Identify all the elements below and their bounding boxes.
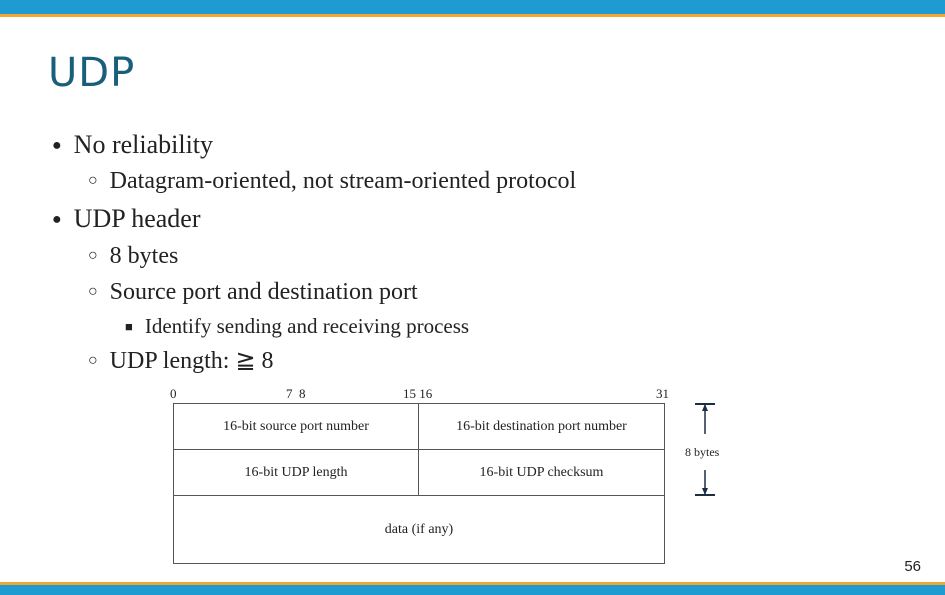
bullet-udp-header: [52, 204, 201, 234]
size-label: 8 bytes: [685, 445, 720, 459]
cell-label: 16-bit UDP length: [244, 465, 348, 480]
top-accent-stripe: [0, 14, 945, 17]
cell-label: 16-bit UDP checksum: [479, 465, 604, 480]
bit-label-15-16: 15 16: [403, 386, 433, 401]
bullet-circle: ○: [88, 352, 98, 369]
header-cell-source-port: [173, 403, 419, 450]
bullet-text: Datagram-oriented, not stream-oriented protocol: [109, 168, 577, 194]
bit-label-31: 31: [656, 386, 669, 401]
bullet-identify-process: [125, 314, 469, 339]
bullet-udp-length: [88, 346, 274, 375]
bit-label-0: 0: [170, 386, 177, 401]
bullet-square: ■: [125, 319, 133, 334]
bullet-text: UDP length: ≧ 8: [109, 348, 274, 374]
bullet-dot: ●: [52, 211, 62, 228]
slide-title: UDP: [48, 50, 136, 96]
bit-label-7-8: 7 8: [286, 386, 306, 401]
bullet-no-reliability: [52, 130, 213, 160]
bullet-circle: ○: [88, 247, 98, 264]
bullet-text: 8 bytes: [109, 243, 179, 269]
bullet-text: No reliability: [73, 130, 214, 159]
cell-label: data (if any): [384, 522, 454, 537]
top-banner: [0, 0, 945, 14]
data-field: [173, 495, 665, 564]
header-cell-udp-length: [173, 449, 419, 496]
header-cell-destination-port: [418, 403, 665, 450]
bullet-text: Source port and destination port: [109, 279, 418, 305]
bullet-source-destination-port: [88, 279, 418, 306]
header-cell-checksum: [418, 449, 665, 496]
bottom-banner: [0, 585, 945, 595]
bullet-datagram-oriented: [88, 168, 576, 195]
cell-label: 16-bit source port number: [223, 419, 369, 434]
bullet-text: UDP header: [73, 204, 201, 233]
bullet-dot: ●: [52, 137, 62, 154]
bullet-8-bytes: [88, 243, 178, 270]
bullet-circle: ○: [88, 172, 98, 189]
page-number: 56: [904, 558, 921, 575]
bullet-circle: ○: [88, 283, 98, 300]
cell-label: 16-bit destination port number: [456, 419, 627, 434]
bullet-text: Identify sending and receiving process: [144, 314, 470, 338]
